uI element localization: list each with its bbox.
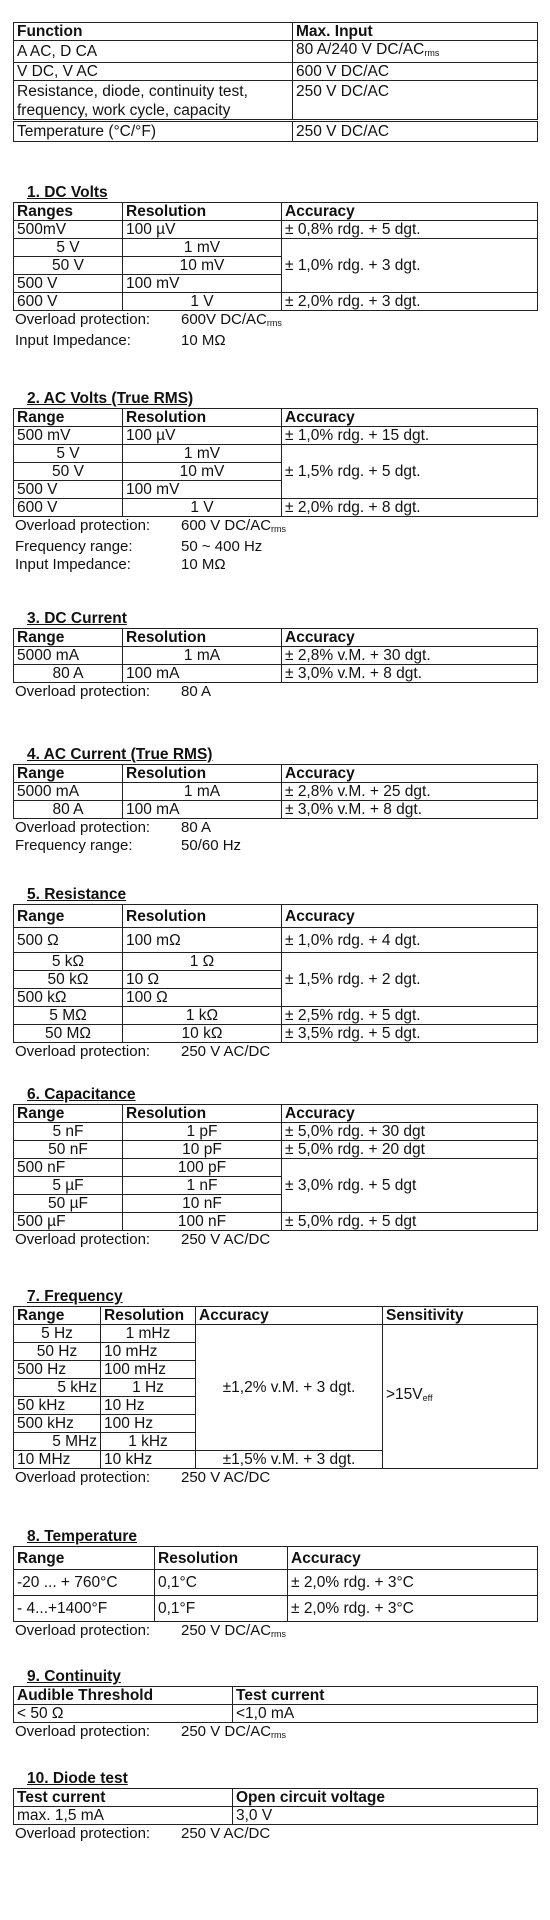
note-label: Input Impedance:	[15, 332, 131, 349]
table-row	[14, 445, 538, 463]
overload-note	[13, 819, 538, 837]
cell: 10 Hz	[101, 1397, 196, 1415]
cell-text: 80 A/240 V DC/AC	[296, 41, 425, 58]
table-row	[14, 427, 538, 445]
cell: 10 kΩ	[123, 1025, 282, 1043]
cell: 10 MHz	[14, 1451, 101, 1469]
note-value: 600 V DC/AC	[181, 517, 272, 534]
dc-current-section	[13, 610, 538, 701]
cell: 500mV	[14, 221, 123, 239]
cell: ± 2,8% v.M. + 30 dgt.	[282, 647, 538, 665]
cell: 600 V DC/AC	[293, 63, 538, 81]
note-value: 10 MΩ	[181, 332, 226, 349]
cell: 10 kHz	[101, 1451, 196, 1469]
note-label: Overload protection:	[15, 1825, 151, 1842]
cell: 5000 mA	[14, 783, 123, 801]
cell: 5 kΩ	[14, 953, 123, 971]
cell: ± 1,5% rdg. + 5 dgt.	[282, 445, 538, 499]
cell: 1 nF	[123, 1177, 282, 1195]
cell: 100 mΩ	[123, 928, 282, 953]
cell: ± 3,0% v.M. + 8 dgt.	[282, 801, 538, 819]
column-header: Accuracy	[282, 1105, 538, 1123]
cell: - 4...+1400°F	[14, 1596, 155, 1622]
cell: 50 V	[14, 257, 123, 275]
note-value: 250 V DC/AC	[181, 1723, 272, 1740]
table-header-row	[14, 1307, 538, 1325]
table-row	[14, 121, 538, 142]
cell: 500 V	[14, 481, 123, 499]
column-header: Resolution	[123, 629, 282, 647]
diode-test-section	[13, 1770, 538, 1843]
cell-text: >15V	[386, 1386, 423, 1403]
cell: 500 Ω	[14, 928, 123, 953]
capacitance-table	[13, 1104, 538, 1231]
cell: 1 V	[123, 499, 282, 517]
note-label: Frequency range:	[15, 538, 133, 555]
table-row	[14, 928, 538, 953]
table-row	[14, 1159, 538, 1177]
impedance-note	[13, 556, 538, 574]
note-value: 80 A	[181, 819, 212, 836]
column-header: Accuracy	[282, 409, 538, 427]
note-value: 600V DC/AC	[181, 311, 267, 328]
cell: 5 V	[14, 239, 123, 257]
frequency-note	[13, 538, 538, 556]
subscript: rms	[266, 318, 282, 328]
cell: 10 mHz	[101, 1343, 196, 1361]
table-row	[14, 1123, 538, 1141]
cell: < 50 Ω	[14, 1705, 233, 1723]
subscript: rms	[271, 1629, 287, 1639]
cell: 100 µV	[123, 427, 282, 445]
cell: 600 V	[14, 499, 123, 517]
cell: max. 1,5 mA	[14, 1807, 233, 1825]
cell: 500 µF	[14, 1213, 123, 1231]
table-header-row	[14, 203, 538, 221]
cell: V DC, V AC	[14, 63, 293, 81]
column-header: Accuracy	[282, 629, 538, 647]
capacitance-section	[13, 1086, 538, 1249]
column-header: Resolution	[123, 203, 282, 221]
cell-line: Resistance, diode, continuity test,	[17, 83, 248, 100]
cell: ± 0,8% rdg. + 5 dgt.	[282, 221, 538, 239]
subscript: eff	[422, 1393, 433, 1403]
temperature-table	[13, 1546, 538, 1622]
table-header-row	[14, 23, 538, 41]
column-header: Range	[14, 905, 123, 928]
dc-current-table	[13, 628, 538, 683]
cell: 10 mV	[123, 463, 282, 481]
column-header: Resolution	[101, 1307, 196, 1325]
cell: 10 mV	[123, 257, 282, 275]
section-title: 2. AC Volts (True RMS)	[27, 390, 194, 407]
note-label: Frequency range:	[15, 837, 133, 854]
table-header-row	[14, 629, 538, 647]
note-label: Overload protection:	[15, 1043, 151, 1060]
table-row	[14, 1596, 538, 1622]
overload-note	[13, 517, 538, 538]
cell: 600 V	[14, 293, 123, 311]
cell: 1 pF	[123, 1123, 282, 1141]
cell: 1 mA	[123, 647, 282, 665]
cell: 3,0 V	[233, 1807, 538, 1825]
overload-note	[13, 1043, 538, 1061]
cell: 5 Hz	[14, 1325, 101, 1343]
overload-note	[13, 1723, 538, 1744]
cell: 50 MΩ	[14, 1025, 123, 1043]
table-row	[14, 1807, 538, 1825]
cell: ± 5,0% rdg. + 5 dgt	[282, 1213, 538, 1231]
cell: 100 nF	[123, 1213, 282, 1231]
table-row	[14, 1705, 538, 1723]
overload-note	[13, 1469, 538, 1487]
ac-current-section	[13, 746, 538, 855]
cell: 100 µV	[123, 221, 282, 239]
cell: ± 2,5% rdg. + 5 dgt.	[282, 1007, 538, 1025]
ac-volts-table	[13, 408, 538, 517]
continuity-table	[13, 1686, 538, 1723]
column-header: Range	[14, 1307, 101, 1325]
max-input-table	[13, 22, 538, 142]
cell: 10 Ω	[123, 971, 282, 989]
cell: Temperature (°C/°F)	[14, 121, 293, 142]
cell: 1 Ω	[123, 953, 282, 971]
temperature-section	[13, 1528, 538, 1643]
section-title: 5. Resistance	[27, 886, 127, 903]
cell	[14, 81, 293, 121]
cell: 500 Hz	[14, 1361, 101, 1379]
note-value: 250 V AC/DC	[181, 1469, 271, 1486]
cell: ± 1,5% rdg. + 2 dgt.	[282, 953, 538, 1007]
note-value: 80 A	[181, 683, 212, 700]
continuity-section	[13, 1668, 538, 1744]
table-row	[14, 41, 538, 63]
section-title: 4. AC Current (True RMS)	[27, 746, 213, 763]
section-title: 1. DC Volts	[27, 184, 108, 201]
table-header-row	[14, 1547, 538, 1570]
cell: 1 kΩ	[123, 1007, 282, 1025]
cell: 50 µF	[14, 1195, 123, 1213]
note-label: Overload protection:	[15, 819, 151, 836]
section-title: 7. Frequency	[27, 1288, 123, 1305]
section-title: 8. Temperature	[27, 1528, 137, 1545]
section-title: 3. DC Current	[27, 610, 127, 627]
note-label: Overload protection:	[15, 683, 151, 700]
note-label: Overload protection:	[15, 1469, 151, 1486]
column-header: Test current	[14, 1789, 233, 1807]
table-row	[14, 1025, 538, 1043]
cell: 10 pF	[123, 1141, 282, 1159]
note-value: 250 V AC/DC	[181, 1825, 271, 1842]
note-label: Overload protection:	[15, 517, 151, 534]
overload-note	[13, 311, 538, 332]
cell: 50 kΩ	[14, 971, 123, 989]
frequency-table	[13, 1306, 538, 1469]
table-row	[14, 783, 538, 801]
note-label: Overload protection:	[15, 1723, 151, 1740]
max-input-section	[13, 22, 538, 142]
cell: 1 mHz	[101, 1325, 196, 1343]
cell: 500 mV	[14, 427, 123, 445]
column-header: Sensitivity	[383, 1307, 538, 1325]
section-title: 10. Diode test	[27, 1770, 128, 1787]
column-header: Open circuit voltage	[233, 1789, 538, 1807]
cell: 5 MΩ	[14, 1007, 123, 1025]
cell: ± 1,0% rdg. + 15 dgt.	[282, 427, 538, 445]
overload-note	[13, 1622, 538, 1643]
table-row	[14, 647, 538, 665]
note-value: 50 ~ 400 Hz	[181, 538, 263, 555]
cell: 50 kHz	[14, 1397, 101, 1415]
table-row	[14, 1325, 538, 1343]
section-title: 6. Capacitance	[27, 1086, 136, 1103]
overload-note	[13, 1825, 538, 1843]
table-row	[14, 239, 538, 257]
cell	[293, 41, 538, 63]
cell: 1 kHz	[101, 1433, 196, 1451]
column-header: Accuracy	[288, 1547, 538, 1570]
cell: 0,1°C	[155, 1570, 288, 1596]
table-row	[14, 1213, 538, 1231]
cell: 5 MHz	[14, 1433, 101, 1451]
cell: ± 5,0% rdg. + 30 dgt	[282, 1123, 538, 1141]
cell: 50 V	[14, 463, 123, 481]
cell: ± 3,0% v.M. + 8 dgt.	[282, 665, 538, 683]
cell: 5 V	[14, 445, 123, 463]
column-header: Resolution	[123, 905, 282, 928]
cell: 5 kHz	[14, 1379, 101, 1397]
table-row	[14, 665, 538, 683]
overload-note	[13, 1231, 538, 1249]
cell: 500 V	[14, 275, 123, 293]
column-header: Accuracy	[196, 1307, 383, 1325]
dc-volts-table	[13, 202, 538, 311]
column-header: Test current	[233, 1687, 538, 1705]
column-header: Resolution	[123, 1105, 282, 1123]
table-row	[14, 81, 538, 121]
cell: 100 mHz	[101, 1361, 196, 1379]
cell: 50 Hz	[14, 1343, 101, 1361]
cell: 500 nF	[14, 1159, 123, 1177]
column-header: Range	[14, 1105, 123, 1123]
resistance-table	[13, 904, 538, 1043]
note-label: Overload protection:	[15, 1231, 151, 1248]
table-header-row	[14, 905, 538, 928]
table-row	[14, 221, 538, 239]
table-header-row	[14, 1687, 538, 1705]
cell: 250 V DC/AC	[293, 121, 538, 142]
note-value: 250 V DC/AC	[181, 1622, 272, 1639]
diode-test-table	[13, 1788, 538, 1825]
subscript: rms	[424, 48, 440, 58]
cell: 500 kΩ	[14, 989, 123, 1007]
table-row	[14, 63, 538, 81]
column-header: Ranges	[14, 203, 123, 221]
column-header: Range	[14, 765, 123, 783]
cell: ± 3,5% rdg. + 5 dgt.	[282, 1025, 538, 1043]
cell: 100 pF	[123, 1159, 282, 1177]
cell: 5 nF	[14, 1123, 123, 1141]
column-header: Range	[14, 409, 123, 427]
note-label: Input Impedance:	[15, 556, 131, 573]
note-value: 250 V AC/DC	[181, 1231, 271, 1248]
table-row	[14, 293, 538, 311]
cell: 100 Hz	[101, 1415, 196, 1433]
table-row	[14, 1570, 538, 1596]
ac-current-table	[13, 764, 538, 819]
table-header-row	[14, 409, 538, 427]
cell: 0,1°F	[155, 1596, 288, 1622]
ac-volts-section	[13, 390, 538, 574]
section-title: 9. Continuity	[27, 1668, 121, 1685]
table-row	[14, 953, 538, 971]
cell: 1 mV	[123, 445, 282, 463]
column-header: Resolution	[123, 409, 282, 427]
resistance-section	[13, 886, 538, 1061]
frequency-section	[13, 1288, 538, 1487]
note-value: 10 MΩ	[181, 556, 226, 573]
table-row	[14, 801, 538, 819]
column-header: Accuracy	[282, 905, 538, 928]
column-header: Resolution	[123, 765, 282, 783]
cell: 1 mV	[123, 239, 282, 257]
column-header: Accuracy	[282, 765, 538, 783]
table-row	[14, 1141, 538, 1159]
cell: 1 V	[123, 293, 282, 311]
cell: 250 V DC/AC	[293, 81, 538, 121]
cell: 500 kHz	[14, 1415, 101, 1433]
cell: 100 Ω	[123, 989, 282, 1007]
cell: 100 mV	[123, 275, 282, 293]
column-header: Max. Input	[293, 23, 538, 41]
cell: 100 mA	[123, 801, 282, 819]
cell: ±1,5% v.M. + 3 dgt.	[196, 1451, 383, 1469]
subscript: rms	[271, 524, 287, 534]
cell: 50 nF	[14, 1141, 123, 1159]
overload-note	[13, 683, 538, 701]
table-row	[14, 499, 538, 517]
cell: 80 A	[14, 665, 123, 683]
column-header: Accuracy	[282, 203, 538, 221]
note-label: Overload protection:	[15, 311, 151, 328]
cell	[383, 1325, 538, 1469]
table-header-row	[14, 765, 538, 783]
note-value: 250 V AC/DC	[181, 1043, 271, 1060]
note-value: 50/60 Hz	[181, 837, 242, 854]
cell-line: frequency, work cycle, capacity	[17, 102, 231, 119]
column-header: Function	[14, 23, 293, 41]
column-header: Resolution	[155, 1547, 288, 1570]
cell: 100 mA	[123, 665, 282, 683]
table-header-row	[14, 1105, 538, 1123]
cell: 5 µF	[14, 1177, 123, 1195]
cell: 1 mA	[123, 783, 282, 801]
cell: ± 1,0% rdg. + 4 dgt.	[282, 928, 538, 953]
cell: ± 2,0% rdg. + 3°C	[288, 1570, 538, 1596]
cell: ± 5,0% rdg. + 20 dgt	[282, 1141, 538, 1159]
cell: 1 Hz	[101, 1379, 196, 1397]
cell: <1,0 mA	[233, 1705, 538, 1723]
frequency-note	[13, 837, 538, 855]
cell: ± 2,0% rdg. + 8 dgt.	[282, 499, 538, 517]
cell: ± 2,0% rdg. + 3 dgt.	[282, 293, 538, 311]
cell: ± 3,0% rdg. + 5 dgt	[282, 1159, 538, 1213]
cell: ±1,2% v.M. + 3 dgt.	[196, 1325, 383, 1451]
table-row	[14, 1007, 538, 1025]
cell: ± 2,8% v.M. + 25 dgt.	[282, 783, 538, 801]
column-header: Range	[14, 1547, 155, 1570]
impedance-note	[13, 332, 538, 350]
cell: ± 2,0% rdg. + 3°C	[288, 1596, 538, 1622]
dc-volts-section	[13, 184, 538, 350]
cell: A AC, D CA	[14, 41, 293, 63]
column-header: Audible Threshold	[14, 1687, 233, 1705]
column-header: Range	[14, 629, 123, 647]
cell: 80 A	[14, 801, 123, 819]
cell: -20 ... + 760°C	[14, 1570, 155, 1596]
note-label: Overload protection:	[15, 1622, 151, 1639]
cell: 5000 mA	[14, 647, 123, 665]
table-header-row	[14, 1789, 538, 1807]
cell: ± 1,0% rdg. + 3 dgt.	[282, 239, 538, 293]
subscript: rms	[271, 1730, 287, 1740]
cell: 10 nF	[123, 1195, 282, 1213]
cell: 100 mV	[123, 481, 282, 499]
